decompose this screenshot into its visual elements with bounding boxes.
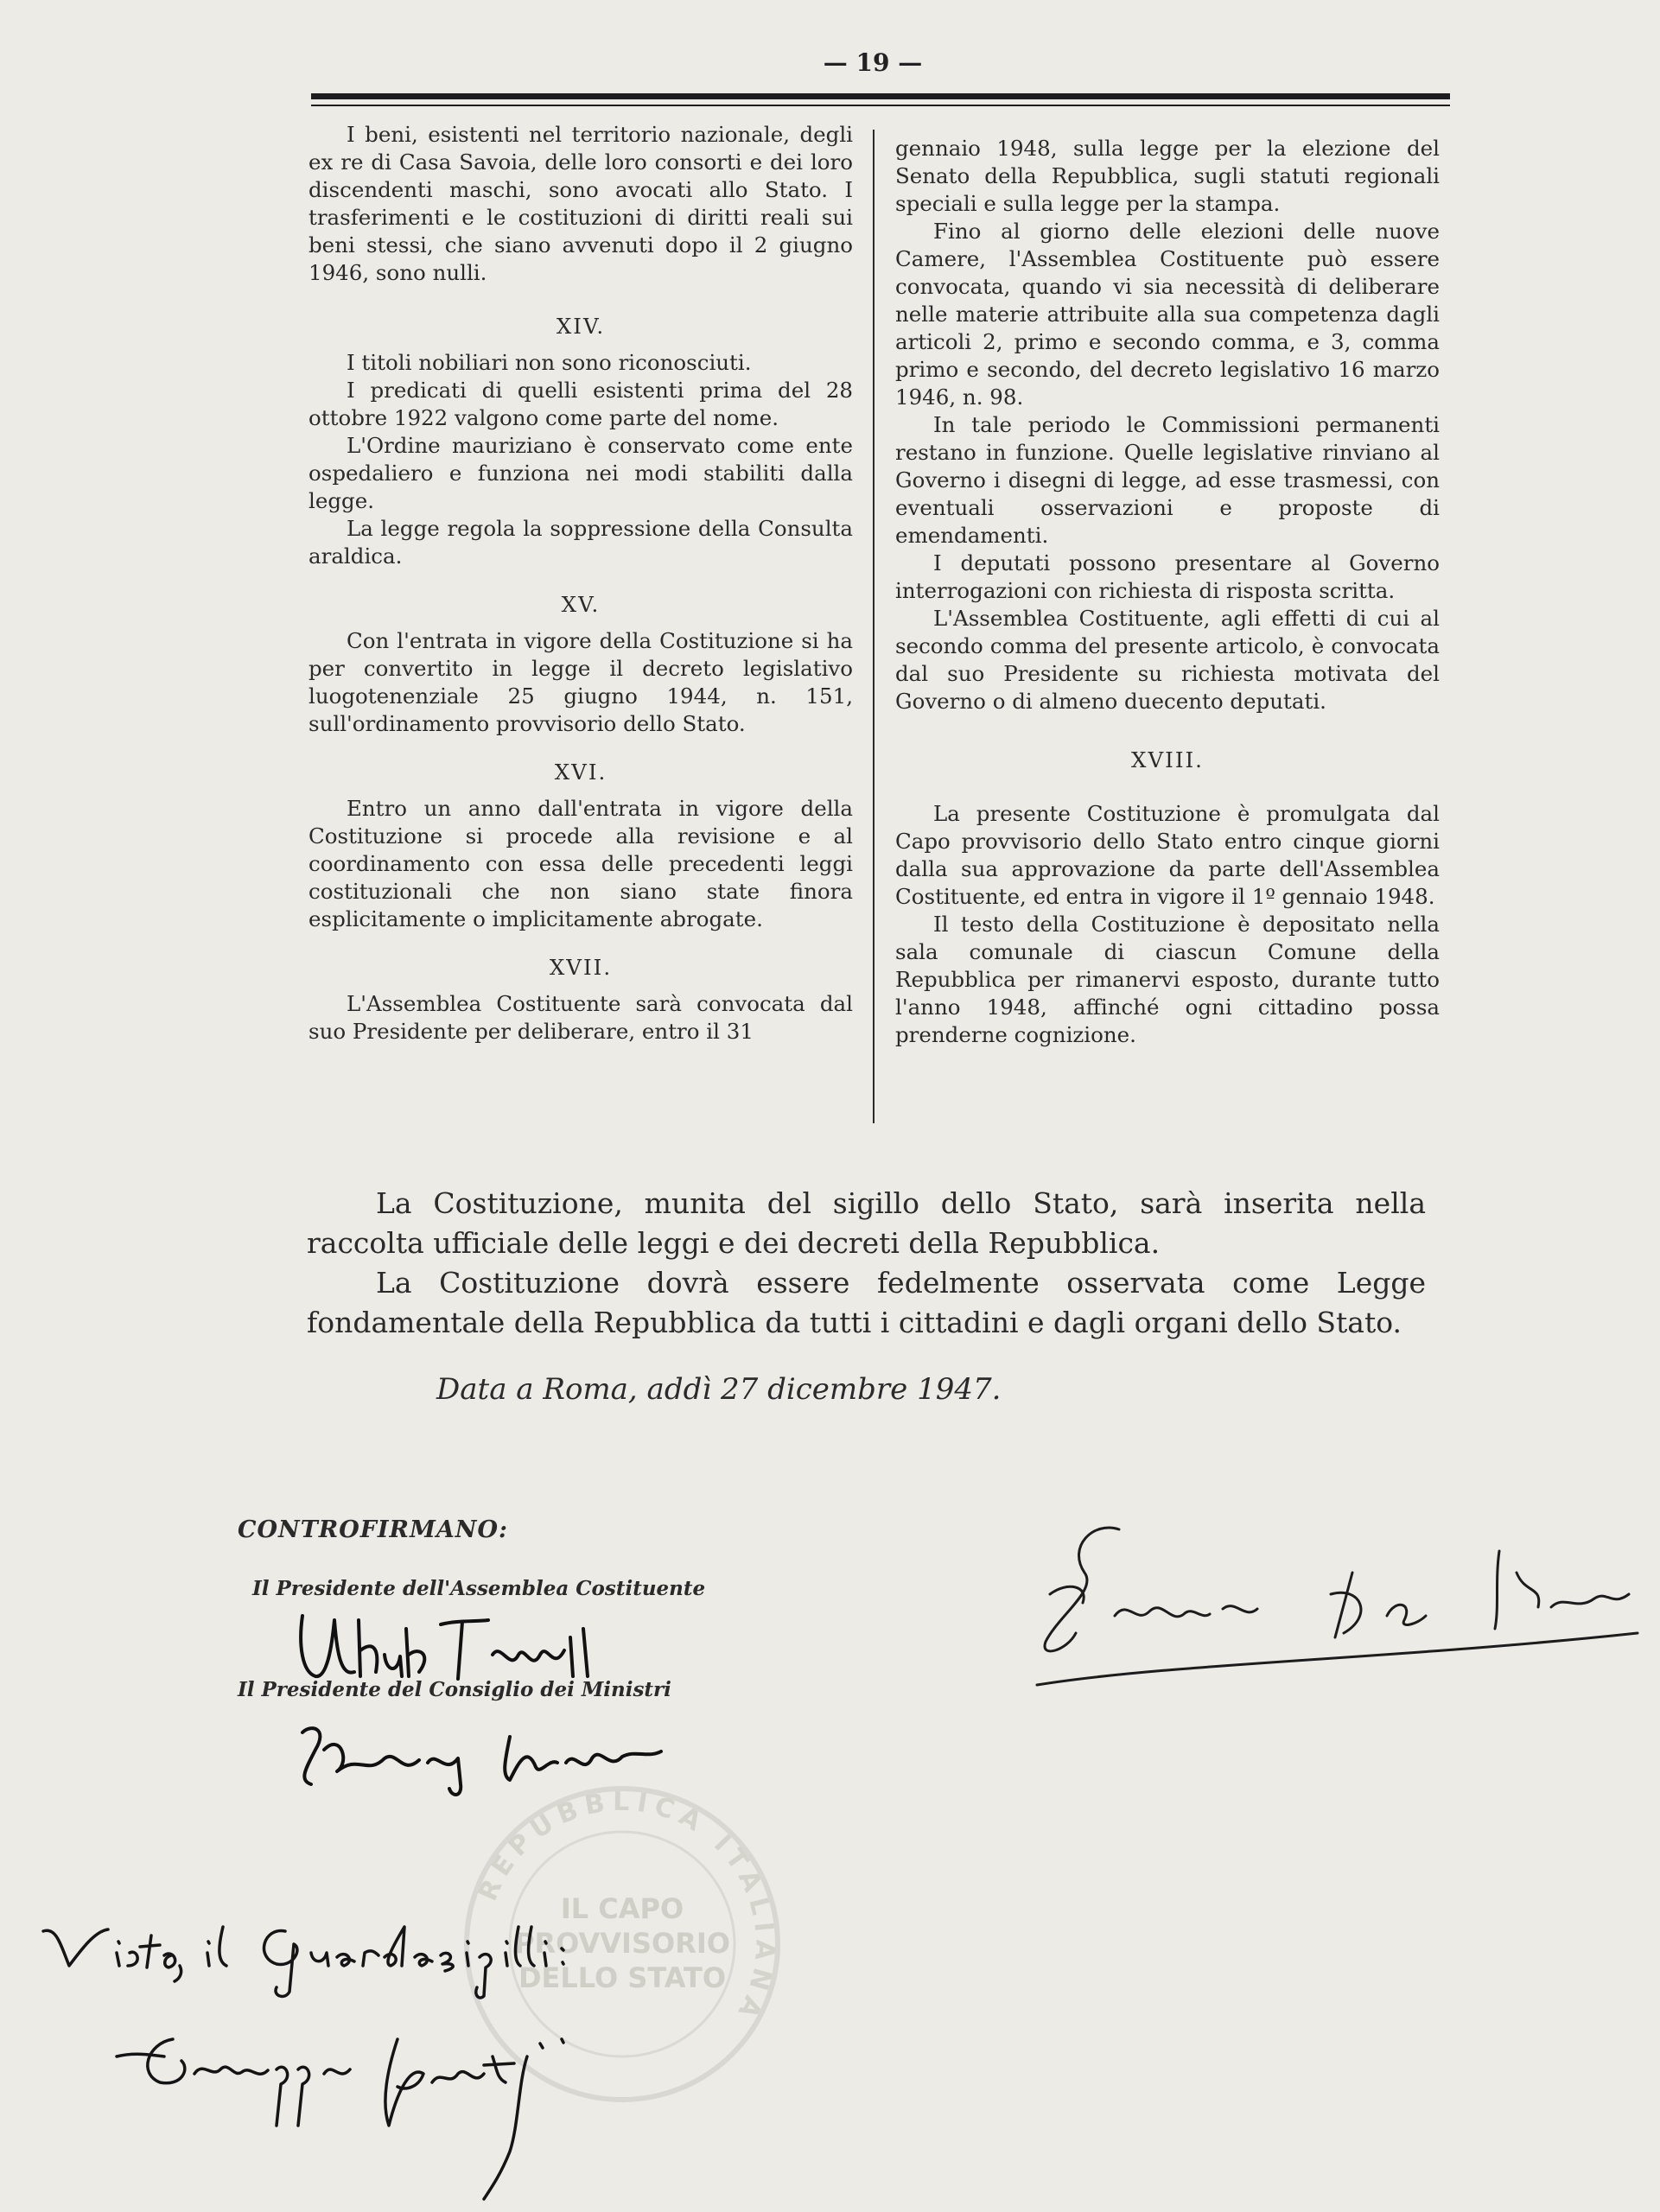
xvii-paragraph-1: L'Assemblea Costituente sarà convocata dal suo Presidente per deliberare, entro il 31 [308, 991, 853, 1044]
controfirmano-label: CONTROFIRMANO: [238, 1516, 508, 1543]
section-heading-xv: XV. [561, 592, 601, 617]
xviii-paragraph-1: La presente Costituzione è promulgata dal Capo provvisorio dello Stato entro cinque giorni dalla sua approvazione da parte dell'Assemblea Costituente, ed entra in vigore il 1º gennaio 1948. [895, 801, 1440, 909]
date-line: Data a Roma, addì 27 dicembre 1947. [436, 1372, 1002, 1407]
guardasigilli-handwritten-note [35, 1914, 588, 2009]
section-heading-xvii: XVII. [549, 955, 613, 980]
xvii-paragraph-2: Fino al giorno delle elezioni delle nuove Camere, l'Assemblea Costituente può essere convocata, quando vi sia necessità di deliberare nelle materie attribuite alla sua competenza dagli articoli 2, primo e secondo comma, e 3, comma primo e secondo, del decreto legislativo 16 marzo 1946, n. 98. [895, 219, 1440, 410]
section-heading-xviii: XVIII. [1131, 747, 1204, 772]
signature-terracini [289, 1603, 601, 1698]
xv-paragraph-1: Con l'entrata in vigore della Costituzione si ha per convertito in legge il decreto legislativo luogotenenziale 25 giugno 1944, n. 151, sull'ordinamento provvisorio dello Stato. [308, 628, 853, 736]
page-number: — 19 — [823, 48, 923, 77]
right-column [895, 135, 1440, 1049]
header-rule-thick [311, 93, 1450, 99]
xiv-paragraph-2: I predicati di quelli esistenti prima del 28 ottobre 1922 valgono come parte del nome. [308, 378, 853, 430]
xviii-paragraph-2: Il testo della Costituzione è depositato nella sala comunale di ciascun Comune della Repubblica per rimanervi esposto, durante tutto l'anno 1948, affinché ogni cittadino possa prenderne cognizione. [895, 912, 1440, 1047]
assembly-president-caption: Il Presidente dell'Assemblea Costituente [252, 1577, 706, 1600]
seal-line-2: PROVVISORIO [514, 1927, 730, 1960]
seal-line-3: DELLO STATO [518, 1961, 727, 1994]
signature-de-nicola [1033, 1512, 1646, 1702]
left-column [308, 121, 853, 1046]
closing-paragraph-1: La Costituzione, munita del sigillo dello Stato, sarà inserita nella raccolta ufficiale delle leggi e dei decreti della Repubblica. [307, 1186, 1426, 1260]
xvii-paragraph-3: In tale periodo le Commissioni permanenti restano in funzione. Quelle legislative rinviano al Governo i disegni di legge, ad esse trasmessi, con eventuali osservazioni e proposte di emendamenti. [895, 412, 1440, 548]
xiv-paragraph-1: I titoli nobiliari non sono riconosciuti. [347, 350, 752, 375]
seal-ring-text: REPUBBLICA ITALIANA [473, 1786, 780, 2029]
section-heading-xvi: XVI. [554, 760, 607, 785]
seal-line-1: IL CAPO [560, 1892, 684, 1925]
xvii-paragraph-5: L'Assemblea Costituente, agli effetti di cui al secondo comma del presente articolo, è convocata dal suo Presidente su richiesta motivata del Governo o di almeno duecento deputati. [895, 606, 1440, 714]
xvii-paragraph-4: I deputati possono presentare al Governo interrogazioni con richiesta di risposta scritta. [895, 550, 1440, 603]
xvii-continuation: gennaio 1948, sulla legge per la elezione del Senato della Repubblica, sugli statuti regionali speciali e sulla legge per la stampa. [895, 136, 1440, 216]
xiv-paragraph-3: L'Ordine mauriziano è conservato come ente ospedaliero e funziona nei modi stabiliti dalla legge. [308, 433, 853, 513]
closing-block [307, 1184, 1426, 1343]
xiv-paragraph-4: La legge regola la soppressione della Consulta araldica. [308, 516, 853, 569]
xvi-paragraph-1: Entro un anno dall'entrata in vigore della Costituzione si procede alla revisione e al coordinamento con essa delle precedenti leggi costituzionali che non siano state finora esplicitamente o implicitamente abrogate. [308, 796, 853, 931]
column-divider [873, 130, 875, 1123]
section-heading-xiv: XIV. [556, 314, 606, 339]
closing-paragraph-2: La Costituzione dovrà essere fedelmente osservata come Legge fondamentale della Repubblica da tutti i cittadini e dagli organi dello Stato. [307, 1266, 1426, 1339]
left-intro-paragraph: I beni, esistenti nel territorio nazionale, degli ex re di Casa Savoia, delle loro consorti e dei loro discendenti maschi, sono avocati allo Stato. I trasferimenti e le costituzioni di diritti reali sui beni stessi, che siano avvenuti dopo il 2 giugno 1946, sono nulli. [308, 122, 853, 285]
council-president-caption: Il Presidente del Consiglio dei Ministri [238, 1678, 671, 1701]
signature-grassi [112, 2022, 614, 2203]
header-rule-thin [311, 105, 1450, 106]
